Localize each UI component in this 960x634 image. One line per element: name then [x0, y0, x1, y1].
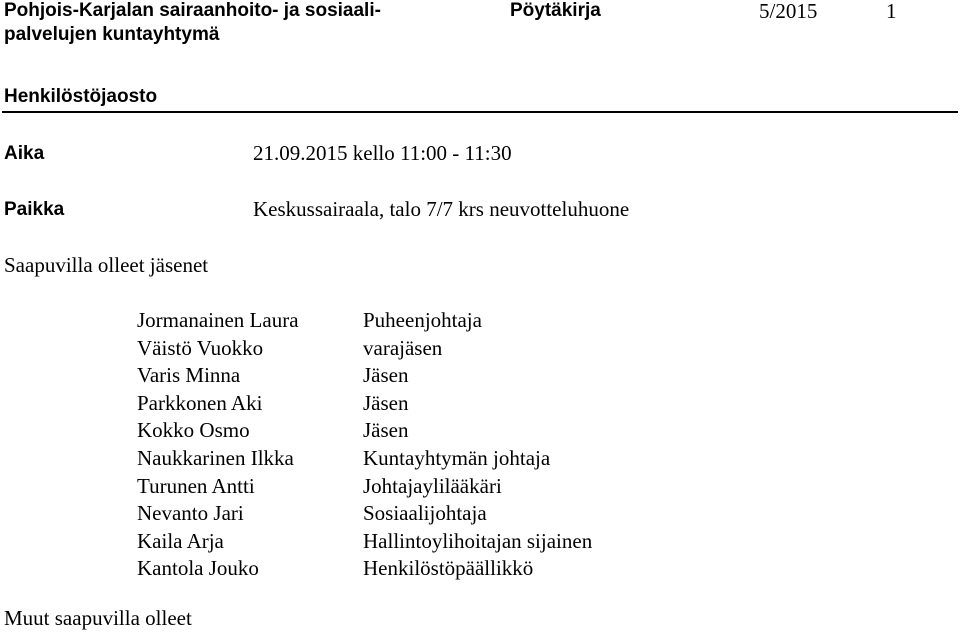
- table-row: [137, 445, 592, 473]
- member-name: Kaila Arja: [137, 528, 224, 553]
- member-role: Sosiaalijohtaja: [363, 501, 487, 526]
- table-row: [137, 417, 592, 445]
- member-role: Puheenjohtaja: [363, 308, 482, 332]
- members-heading: Saapuvilla olleet jäsenet: [4, 253, 209, 277]
- table-row: [137, 307, 592, 335]
- member-name: Nevanto Jari: [137, 501, 244, 526]
- place-value: Keskussairaala, talo 7/7 krs neuvotteluhuone: [253, 197, 630, 221]
- member-name: Jormanainen Laura: [137, 308, 299, 332]
- header-divider: [2, 111, 958, 113]
- table-row: [137, 500, 592, 528]
- member-name: Turunen Antti: [137, 473, 255, 498]
- organization-name-line2: palvelujen kuntayhtymä: [4, 24, 220, 45]
- member-role: Hallintoylihoitajan sijainen: [363, 528, 593, 553]
- member-name: Kantola Jouko: [137, 556, 259, 581]
- member-role: Kuntayhtymän johtaja: [363, 445, 551, 470]
- page-number: 1: [886, 0, 897, 23]
- member-role: Jäsen: [363, 363, 409, 388]
- table-row: [137, 362, 592, 390]
- time-label: Aika: [4, 143, 45, 164]
- member-name: Varis Minna: [137, 363, 241, 388]
- member-role: Jäsen: [363, 418, 409, 443]
- table-row: [137, 335, 592, 363]
- table-row: [137, 473, 592, 501]
- members-table: [137, 307, 592, 583]
- table-row: [137, 528, 592, 556]
- document-type: Pöytäkirja: [510, 0, 601, 21]
- member-name: Naukkarinen Ilkka: [137, 445, 294, 470]
- member-name: Kokko Osmo: [137, 418, 250, 443]
- others-heading: Muut saapuvilla olleet: [4, 606, 192, 630]
- member-name: Parkkonen Aki: [137, 390, 263, 415]
- table-row: [137, 555, 592, 583]
- member-role: Jäsen: [363, 390, 409, 415]
- document-number: 5/2015: [759, 0, 818, 23]
- time-value: 21.09.2015 kello 11:00 - 11:30: [253, 141, 512, 165]
- member-name: Väistö Vuokko: [137, 335, 264, 360]
- member-role: varajäsen: [363, 335, 443, 360]
- organization-name-line1: Pohjois-Karjalan sairaanhoito- ja sosiaali-: [4, 0, 381, 21]
- member-role: Henkilöstöpäällikkö: [363, 556, 534, 581]
- member-role: Johtajaylilääkäri: [363, 473, 502, 498]
- place-label: Paikka: [4, 199, 65, 220]
- committee-name: Henkilöstöjaosto: [4, 86, 158, 107]
- table-row: [137, 390, 592, 418]
